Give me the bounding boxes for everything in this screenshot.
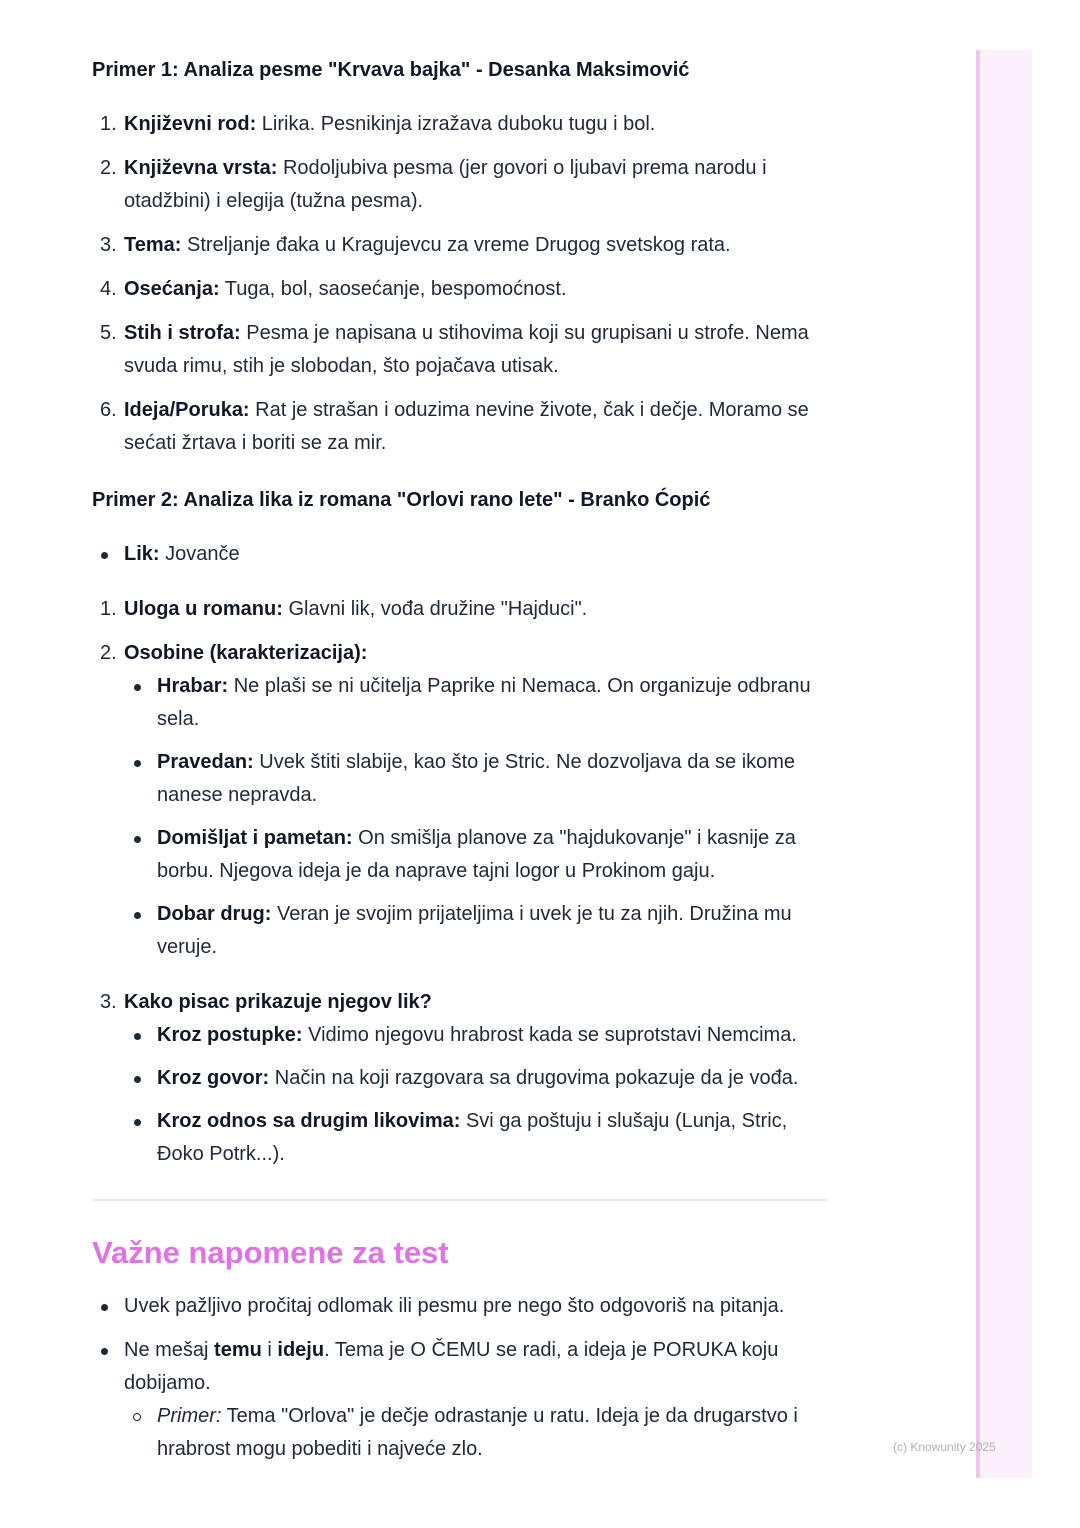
list-item (92, 273, 828, 306)
bullet-icon (101, 1348, 108, 1355)
item-text: i (261, 1339, 278, 1361)
item-text: On smišlja planove za "hajdukovanje" i kasnije za borbu. Njegova ideja je da naprave tajni logor u Prokinom gaju. (157, 827, 796, 882)
item-label: Osećanja: (124, 278, 220, 300)
item-text: Veran je svojim prijateljima i uvek je tu za njih. Družina mu veruje. (157, 903, 792, 958)
item-label: Kroz postupke: (157, 1024, 303, 1046)
item-text: Lirika. Pesnikinja izražava duboku tugu i bol. (256, 113, 656, 135)
item-text: Svi ga poštuju i slušaju (Lunja, Stric, Đoko Potrk...). (157, 1110, 788, 1165)
item-number: 4. (100, 278, 117, 300)
sub-list-item (124, 670, 828, 736)
sub-list-item (124, 1400, 828, 1466)
item-label: Lik: (124, 543, 160, 565)
list-item (92, 229, 828, 262)
item-number: 2. (100, 642, 117, 664)
item-number: 1. (100, 113, 117, 135)
sub-list-item (124, 746, 828, 812)
list-item (92, 317, 828, 383)
bullet-icon (134, 836, 141, 843)
list-item (92, 152, 828, 218)
item-number: 6. (100, 399, 117, 421)
list-item (92, 986, 828, 1171)
primer2-title: Primer 2: Analiza lika iz romana "Orlovi rano lete" - Branko Ćopić (92, 489, 711, 511)
item-text: Pesma je napisana u stihovima koji su grupisani u strofe. Nema svuda rimu, stih je slobodan, što pojačava utisak. (124, 322, 809, 377)
side-panel (976, 50, 1032, 1478)
item-text: Streljanje đaka u Kragujevcu za vreme Drugog svetskog rata. (181, 234, 731, 256)
list-item (92, 394, 828, 460)
item-label: Osobine (karakterizacija): (124, 642, 368, 664)
bullet-icon (134, 912, 141, 919)
item-text: Jovanče (159, 543, 240, 565)
item-label: Književni rod: (124, 113, 257, 135)
bullet-icon (101, 552, 108, 559)
item-label: Stih i strofa: (124, 322, 241, 344)
circle-bullet-icon (133, 1413, 141, 1421)
bullet-icon (134, 1119, 141, 1126)
sub-list-item (124, 1105, 828, 1171)
item-label: Kako pisac prikazuje njegov lik? (124, 991, 432, 1013)
lik-list (92, 538, 828, 571)
item-text: Tema "Orlova" je dečje odrastanje u ratu. Ideja je da drugarstvo i hrabrost mogu pobediti i najveće zlo. (157, 1405, 798, 1460)
sub-list-item (124, 822, 828, 888)
bullet-icon (101, 1304, 108, 1311)
sub-list-item (124, 1062, 828, 1095)
bullet-icon (134, 760, 141, 767)
item-label: Književna vrsta: (124, 157, 278, 179)
list-item (92, 1290, 828, 1323)
item-number: 5. (100, 322, 117, 344)
item-label: Uloga u romanu: (124, 598, 283, 620)
item-number: 3. (100, 234, 117, 256)
divider (92, 1199, 828, 1201)
item-number: 1. (100, 598, 117, 620)
emphasis-tema: temu (214, 1339, 262, 1361)
list-item (92, 593, 828, 626)
item-number: 3. (100, 991, 117, 1013)
item-label: Hrabar: (157, 675, 229, 697)
item-text: Ne mešaj (124, 1339, 215, 1361)
item-text: Glavni lik, vođa družine "Hajduci". (282, 598, 588, 620)
item-label: Ideja/Poruka: (124, 399, 250, 421)
notes-section (92, 1233, 828, 1466)
document-content (92, 56, 828, 1171)
emphasis-ideja: ideju (277, 1339, 325, 1361)
primer1-list (92, 108, 828, 460)
osobine-list (124, 670, 828, 964)
item-label: Pravedan: (157, 751, 254, 773)
sub-list-item (124, 898, 828, 964)
notes-heading: Važne napomene za test (92, 1235, 449, 1270)
list-item (92, 538, 828, 571)
sub-list-item (124, 1019, 828, 1052)
sub-list (124, 1400, 828, 1466)
item-number: 2. (100, 157, 117, 179)
bullet-icon (134, 684, 141, 691)
item-label: Domišljat i pametan: (157, 827, 353, 849)
bullet-icon (134, 1033, 141, 1040)
item-text: . Tema je O ČEMU se radi, a ideja je PORUKA koju dobijamo. (124, 1339, 779, 1394)
item-text: Način na koji razgovara sa drugovima pokazuje da je vođa. (269, 1067, 799, 1089)
list-item (92, 1334, 828, 1466)
item-label: Kroz odnos sa drugim likovima: (157, 1110, 461, 1132)
list-item (92, 108, 828, 141)
kako-list (124, 1019, 828, 1171)
item-label: Kroz govor: (157, 1067, 270, 1089)
item-text: Ne plaši se ni učitelja Paprike ni Nemaca. On organizuje odbranu sela. (157, 675, 811, 730)
item-text: Uvek pažljivo pročitaj odlomak ili pesmu pre nego što odgovoriš na pitanja. (124, 1295, 785, 1317)
item-label: Dobar drug: (157, 903, 272, 925)
item-text: Vidimo njegovu hrabrost kada se suprotstavi Nemcima. (302, 1024, 797, 1046)
item-text: Tuga, bol, saosećanje, bespomoćnost. (219, 278, 567, 300)
notes-list (92, 1290, 828, 1466)
list-item (92, 637, 828, 964)
bullet-icon (134, 1076, 141, 1083)
item-text: Rodoljubiva pesma (jer govori o ljubavi prema narodu i otadžbini) i elegija (tužna pesma). (124, 157, 767, 212)
primer2-list (92, 593, 828, 1171)
item-text: Uvek štiti slabije, kao što je Stric. Ne dozvoljava da se ikome nanese nepravda. (157, 751, 796, 806)
copyright: (c) Knowunity 2025 (893, 1440, 996, 1454)
item-label: Primer: (157, 1405, 222, 1427)
item-label: Tema: (124, 234, 182, 256)
primer1-title: Primer 1: Analiza pesme "Krvava bajka" - Desanka Maksimović (92, 59, 690, 81)
item-text: Rat je strašan i oduzima nevine živote, čak i dečje. Moramo se sećati žrtava i boriti se za mir. (124, 399, 809, 454)
